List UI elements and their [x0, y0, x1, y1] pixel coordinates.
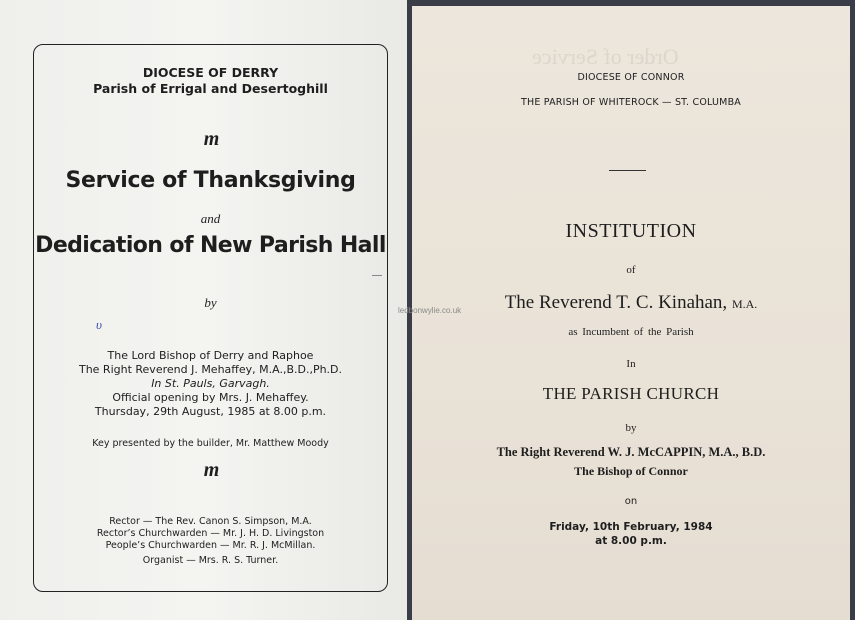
- reverend-name: The Reverend T. C. Kinahan,: [504, 292, 728, 313]
- officiant-line-1: The Lord Bishop of Derry and Raphoe: [107, 349, 314, 362]
- institution-title: INSTITUTION: [565, 220, 697, 242]
- on-connector: on: [624, 496, 638, 507]
- service-date-time: Thursday, 29th August, 1985 at 8.00 p.m.: [94, 405, 327, 418]
- official-opening: Official opening by Mrs. J. Mehaffey.: [112, 391, 309, 404]
- organist: Organist — Mrs. R. S. Turner.: [142, 555, 279, 566]
- whiterock-parish: THE PARISH OF WHITEROCK — ST. COLUMBA: [520, 97, 741, 108]
- watermark: ledbonwylie.co.uk: [398, 306, 462, 315]
- service-title: Service of Thanksgiving: [65, 168, 356, 193]
- in-connector: In: [626, 358, 636, 370]
- institution-date: Friday, 10th February, 1984: [549, 521, 713, 533]
- incumbent-name-line: [412, 292, 850, 314]
- fold-mark: [372, 275, 382, 276]
- dedication-title: Dedication of New Parish Hall: [35, 233, 386, 258]
- bishop-title: The Bishop of Connor: [574, 464, 688, 478]
- key-presented: Key presented by the builder, Mr. Matthew Moody: [92, 438, 329, 449]
- left-programme-page: [0, 0, 407, 620]
- parish-name: Parish of Errigal and Desertoghill: [93, 81, 328, 96]
- ornament-bottom-icon: m: [203, 459, 218, 481]
- divider-rule: [609, 170, 646, 171]
- officiant-line-2: The Right Reverend J. Mehaffey, M.A.,B.D.,Ph.D.: [78, 363, 343, 376]
- church-name: THE PARISH CHURCH: [542, 384, 720, 403]
- diocese-heading: DIOCESE OF DERRY: [142, 65, 279, 80]
- incumbent-role: as Incumbent of the Parish: [568, 326, 694, 338]
- by-connector-right: by: [625, 422, 637, 434]
- degree: M.A.: [731, 297, 758, 311]
- by-connector: by: [204, 295, 217, 310]
- connor-diocese-heading: DIOCESE OF CONNOR: [577, 72, 685, 83]
- pen-mark: υ: [96, 317, 102, 332]
- and-connector: and: [200, 211, 221, 226]
- institution-time: at 8.00 p.m.: [595, 535, 667, 547]
- ornament-top-icon: m: [203, 128, 218, 150]
- programme-border: [33, 44, 388, 592]
- of-connector: of: [626, 264, 636, 276]
- bleed-through-text: Order of Service: [532, 44, 679, 69]
- right-programme-page: [412, 6, 850, 620]
- officer-peoples-churchwarden: People’s Churchwarden — Mr. R. J. McMillan.: [105, 540, 316, 551]
- officer-rectors-churchwarden: Rector’s Churchwarden — Mr. J. H. D. Livingston: [96, 528, 325, 539]
- officer-rector: Rector — The Rev. Canon S. Simpson, M.A.: [109, 516, 312, 527]
- service-location: In St. Pauls, Garvagh.: [151, 377, 270, 390]
- bishop-name: The Right Reverend W. J. McCAPPIN, M.A., B.D.: [496, 445, 766, 459]
